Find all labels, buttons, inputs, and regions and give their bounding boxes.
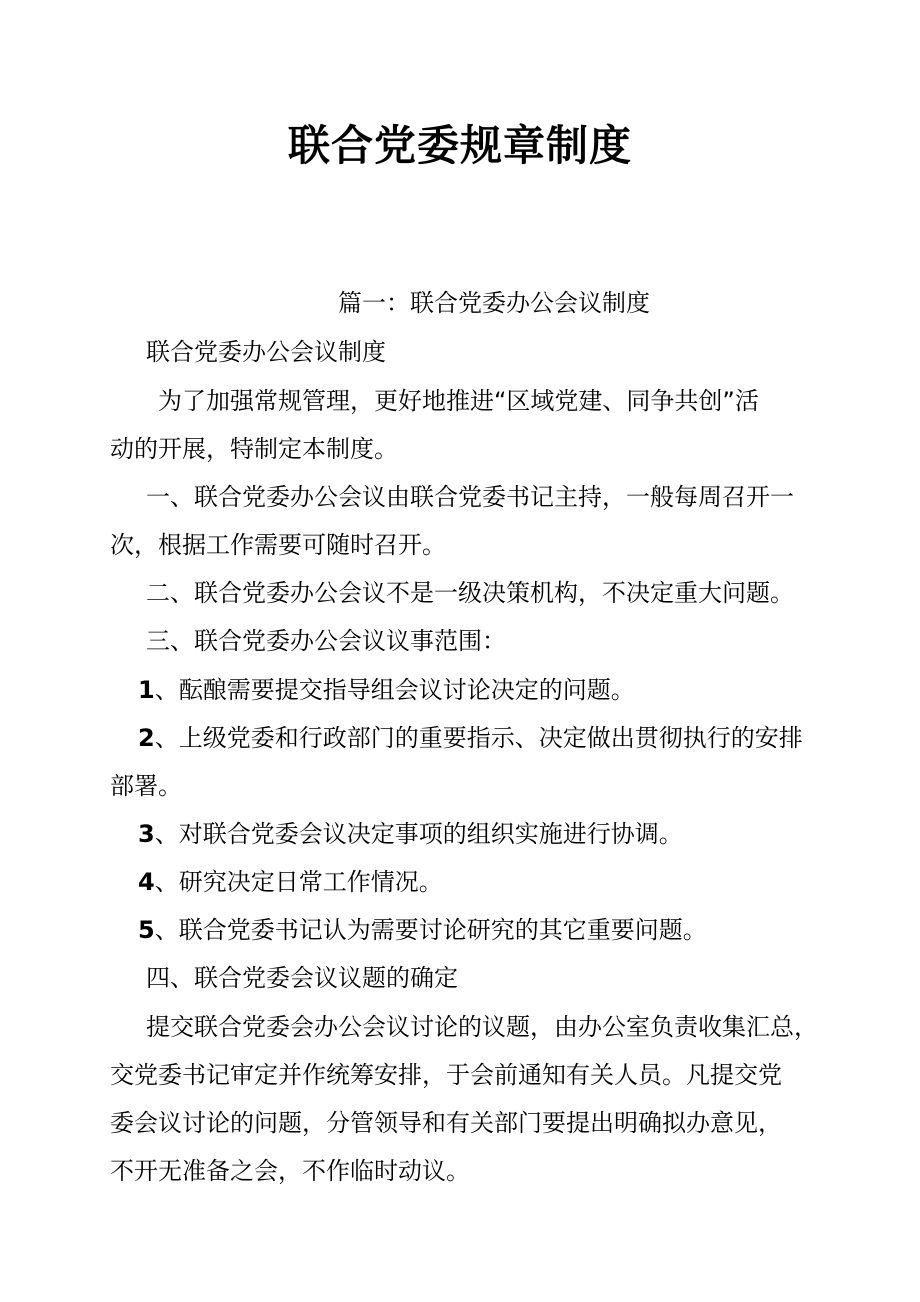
list-item-2 (138, 722, 803, 754)
list-item-number: 1 (138, 676, 155, 704)
list-item-text: 、联合党委书记认为需要讨论研究的其它重要问题。 (154, 916, 707, 944)
list-item-text: 、上级党委和行政部门的重要指示、决定做出贯彻执行的安排 (154, 724, 803, 752)
list-item-1 (138, 674, 635, 706)
list-item-text: 、酝酿需要提交指导组会议讨论决定的问题。 (154, 676, 635, 704)
clause-2: 二、联合党委办公会议不是一级决策机构，不决定重大问题。 (146, 579, 794, 607)
clause-4-body-line-1: 提交联合党委会办公会议讨论的议题，由办公室负责收集汇总， (146, 1013, 818, 1041)
list-item-text: 、对联合党委会议决定事项的组织实施进行协调。 (154, 820, 683, 848)
list-item-2-continuation: 部署。 (110, 772, 182, 800)
intro-line-2: 动的开展，特制定本制度。 (110, 435, 398, 463)
clause-4: 四、联合党委会议议题的确定 (146, 964, 458, 992)
chapter-heading: 篇一：联合党委办公会议制度 (338, 289, 650, 317)
list-item-3 (138, 818, 683, 850)
list-item-text: 、研究决定日常工作情况。 (154, 868, 443, 896)
clause-3: 三、联合党委办公会议议事范围： (146, 627, 506, 655)
clause-4-body-line-2: 交党委书记审定并作统筹安排，于会前通知有关人员。凡提交党 (110, 1061, 782, 1089)
list-item-number: 4 (138, 868, 155, 896)
list-item-number: 2 (138, 724, 155, 752)
clause-1-line-1: 一、联合党委办公会议由联合党委书记主持，一般每周召开一 (146, 483, 794, 511)
clause-4-body-line-3: 委会议讨论的问题，分管领导和有关部门要提出明确拟办意见， (110, 1109, 782, 1137)
document-title: 联合党委规章制度 (287, 121, 632, 170)
list-item-5 (138, 914, 707, 946)
list-item-4 (138, 866, 443, 898)
list-item-number: 5 (138, 916, 155, 944)
intro-line-1: 为了加强常规管理，更好地推进“区域党建、同争共创”活 (158, 387, 759, 415)
section-title: 联合党委办公会议制度 (146, 338, 386, 366)
clause-4-body-line-4: 不开无准备之会，不作临时动议。 (110, 1157, 470, 1185)
clause-1-line-2: 次，根据工作需要可随时召开。 (110, 531, 446, 559)
list-item-number: 3 (138, 820, 155, 848)
